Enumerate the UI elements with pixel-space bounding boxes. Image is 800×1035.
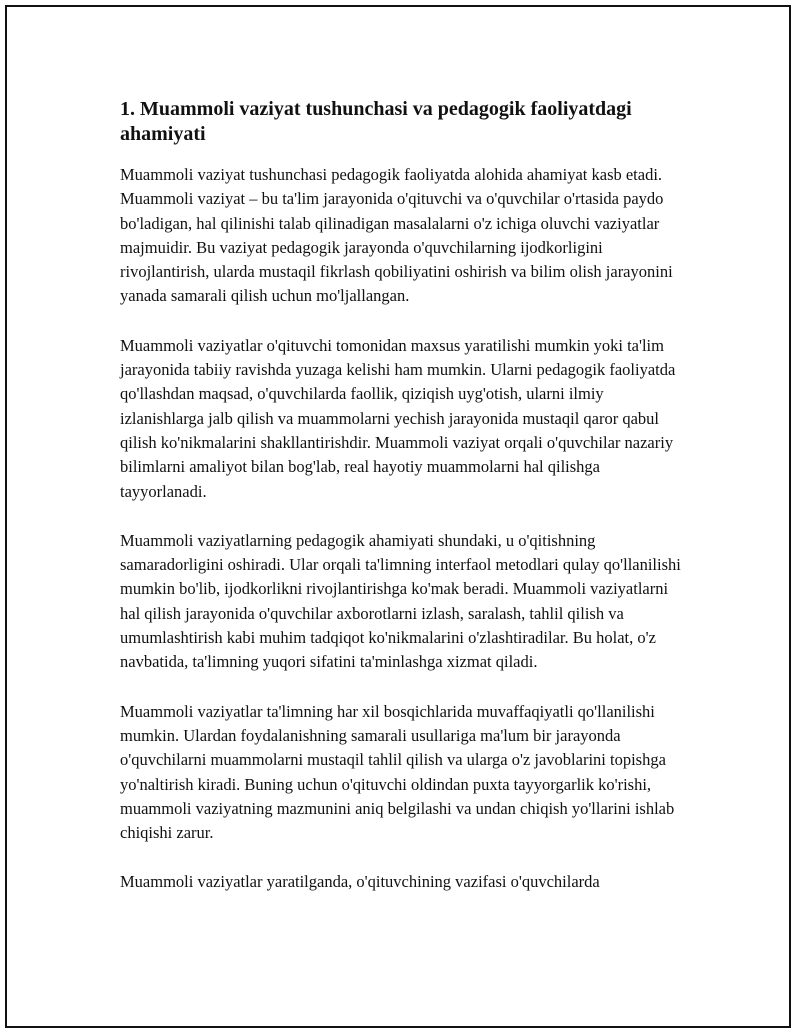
document-page xyxy=(5,5,791,1028)
paragraph-2: Muammoli vaziyatlar o'qituvchi tomonidan maxsus yaratilishi mumkin yoki ta'lim jarayonida tabiiy ravishda yuzaga kelishi ham mumkin. Ularni pedagogik faoliyatda qo'llashdan maqsad, o'quvchilarda faollik, qiziqish uyg'otish, ularni ilmiy izlanishlarga jalb qilish va muammolarni yechish jarayonida mustaqil qaror qabul qilish ko'nikmalarini shakllantirishdir. Muammoli vaziyat orqali o'quvchilar nazariy bilimlarni amaliyot bilan bog'lab, real hayotiy muammolarni hal qilishga tayyorlanadi. xyxy=(120,335,676,501)
paragraph-5: Muammoli vaziyatlar yaratilganda, o'qituvchining vazifasi o'quvchilarda xyxy=(120,872,600,892)
section-heading: 1. Muammoli vaziyat tushunchasi va pedagogik faoliyatdagi ahamiyati xyxy=(120,98,632,145)
paragraph-4: Muammoli vaziyatlar ta'limning har xil bosqichlarida muvaffaqiyatli qo'llanilishi mumkin. Ulardan foydalanishning samarali usullariga ma'lum bir jarayonda o'quvchilarni muammolarni mustaqil tahlil qilish va ularga o'z javoblarini topishga yo'naltirish kiradi. Buning uchun o'qituvchi oldindan puxta tayyorgarlik ko'rishi, muammoli vaziyatning mazmunini aniq belgilashi va undan chiqish yo'llarini ishlab chiqishi zarur. xyxy=(120,701,675,843)
paragraph-1: Muammoli vaziyat tushunchasi pedagogik faoliyatda alohida ahamiyat kasb etadi. Muammoli vaziyat – bu ta'lim jarayonida o'qituvchi va o'quvchilar o'rtasida paydo bo'ladigan, hal qilinishi talab qilinadigan masalalarni o'z ichiga oluvchi vaziyatlar majmuidir. Bu vaziyat pedagogik jarayonda o'quvchilarning ijodkorligini rivojlantirish, ularda mustaqil fikrlash qobiliyatini oshirish va bilim olish jarayonini yanada samarali qilish uchun mo'ljallangan. xyxy=(120,165,673,306)
paragraph-3: Muammoli vaziyatlarning pedagogik ahamiyati shundaki, u o'qitishning samaradorligini oshiradi. Ular orqali ta'limning interfaol metodlari qulay qo'llanilishi mumkin bo'lib, ijodkorlikni rivojlantirishga ko'mak beradi. Muammoli vaziyatlarni hal qilish jarayonida o'quvchilar axborotlarni izlash, saralash, tahlil qilish va umumlashtirish kabi muhim tadqiqot ko'nikmalarini o'zlashtiradilar. Bu holat, o'z navbatida, ta'limning yuqori sifatini ta'minlashga xizmat qiladi. xyxy=(120,530,681,672)
document-body xyxy=(120,97,685,920)
